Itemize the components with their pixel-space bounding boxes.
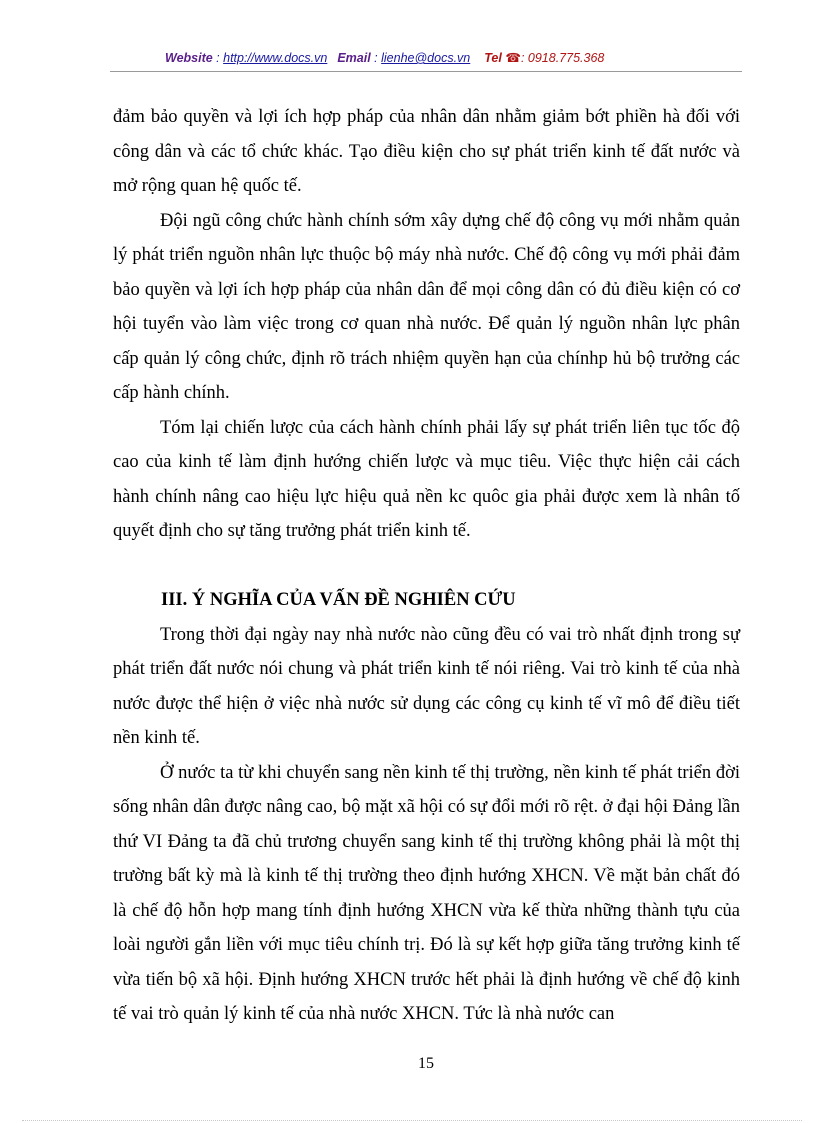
tel-number: 0918.775.368 (527, 51, 605, 65)
section-heading: III. Ý NGHĨA CỦA VẤN ĐỀ NGHIÊN CỨU (161, 590, 516, 610)
email-label: Email (337, 51, 371, 65)
header-divider (110, 71, 742, 72)
paragraph-2: Đội ngũ công chức hành chính sớm xây dựng chế độ công vụ mới nhằm quản lý phát triển nguồn nhân lực thuộc bộ máy nhà nước. Chế độ công vụ mới phải đảm bảo quyền và lợi ích hợp pháp của nhân dân để mọi công dân có đủ điều kiện có cơ hội tuyển vào làm việc trong cơ quan nhà nước. Để quản lý nguồn nhân lực phân cấp quản lý công chức, định rõ trách nhiệm quyền hạn của chínhp hủ bộ trưởng các cấp hành chính. (113, 210, 740, 403)
paragraph-3: Tóm lại chiến lược của cách hành chính phải lấy sự phát triển liên tục tốc độ cao của kinh tế làm định hướng chiến lược và mục tiêu. Việc thực hiện cải cách hành chính nâng cao hiệu lực hiệu quả nền kc quôc gia phải được xem là nhân tố quyết định cho sự tăng trưởng phát triển kinh tế. (113, 417, 740, 541)
paragraph-4: Trong thời đại ngày nay nhà nước nào cũng đều có vai trò nhất định trong sự phát triển đất nước nói chung và phát triển kinh tế nói riêng. Vai trò kinh tế của nhà nước được thể hiện ở việc nhà nước sử dụng các công cụ kinh tế vĩ mô để điều tiết nền kinh tế. (113, 624, 740, 748)
email-link[interactable]: lienhe@docs.vn (381, 51, 471, 65)
website-label: Website (165, 51, 213, 65)
paragraph-5: Ở nước ta từ khi chuyển sang nền kinh tế thị trường, nền kinh tế phát triển đời sống nhân dân được nâng cao, bộ mặt xã hội có sự đổi mới rõ rệt. ở đại hội Đảng lần thứ VI Đảng ta đã chủ trương chuyển sang kinh tế thị trường không phải là một thị trường bất kỳ mà là kinh tế thị trường theo định hướng XHCN. Về mặt bản chất đó là chế độ hỗn hợp mang tính định hướng XHCN vừa kế thừa những thành tựu của loài người gắn liền với mục tiêu chính trị. Đó là sự kết hợp giữa tăng trưởng kinh tế vừa tiến bộ xã hội. Định hướng XHCN trước hết phải là định hướng về chế độ kinh tế vai trò quản lý kinh tế của nhà nước XHCN. Tức là nhà nước can (113, 762, 740, 1024)
email-separator: : (370, 51, 382, 65)
paragraph-1: đảm bảo quyền và lợi ích hợp pháp của nhân dân nhằm giảm bớt phiền hà đối với công dân và các tổ chức khác. Tạo điều kiện cho sự phát triển kinh tế đất nước và mở rộng quan hệ quốc tế. (113, 107, 740, 196)
document-body (113, 100, 740, 1032)
phone-icon: ☎ (505, 51, 521, 65)
page-header (165, 50, 765, 65)
tel-separator: : (520, 51, 528, 65)
website-link[interactable]: http://www.docs.vn (223, 51, 328, 65)
website-separator: : (212, 51, 224, 65)
page-number: 15 (418, 1055, 434, 1072)
footer-divider (22, 1120, 802, 1121)
tel-label: Tel (484, 51, 502, 65)
